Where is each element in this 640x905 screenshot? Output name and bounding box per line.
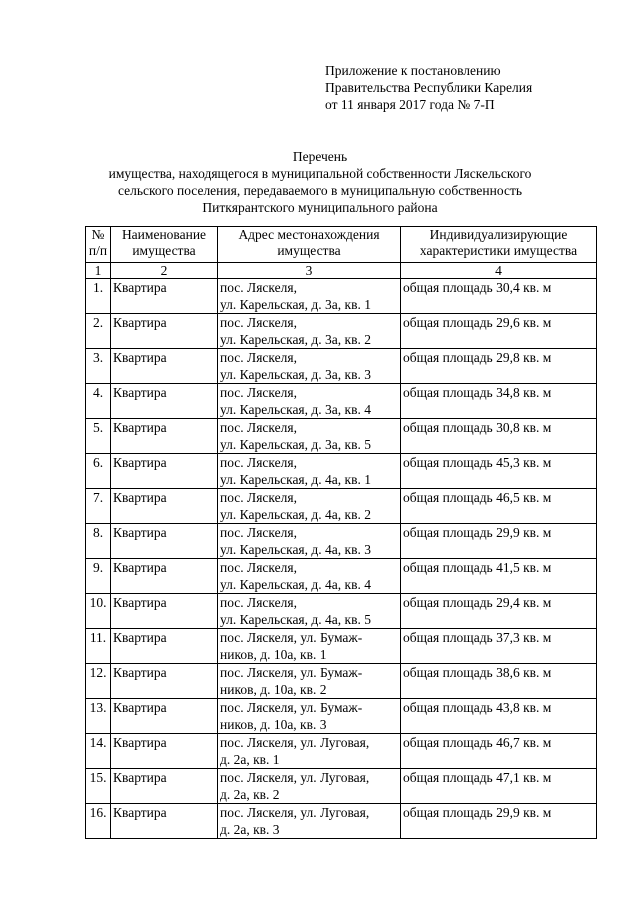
property-address bbox=[218, 314, 401, 349]
property-name: Квартира bbox=[111, 559, 218, 594]
table-row bbox=[86, 419, 597, 454]
address-line: ул. Карельская, д. 3а, кв. 3 bbox=[220, 367, 371, 382]
property-address bbox=[218, 349, 401, 384]
property-address bbox=[218, 629, 401, 664]
row-number: 9. bbox=[86, 559, 111, 594]
property-name: Квартира bbox=[111, 489, 218, 524]
property-name: Квартира bbox=[111, 419, 218, 454]
appendix-line: от 11 января 2017 года № 7-П bbox=[325, 97, 495, 112]
address-line: пос. Ляскеля, ул. Бумаж- bbox=[220, 665, 363, 680]
property-characteristics: общая площадь 45,3 кв. м bbox=[401, 454, 597, 489]
row-number: 1. bbox=[86, 279, 111, 314]
table-row bbox=[86, 664, 597, 699]
header-address: Адрес местонахождения имущества bbox=[218, 227, 401, 263]
table-row bbox=[86, 769, 597, 804]
property-name: Квартира bbox=[111, 524, 218, 559]
table-row bbox=[86, 804, 597, 839]
table-row bbox=[86, 629, 597, 664]
property-address bbox=[218, 559, 401, 594]
property-address bbox=[218, 734, 401, 769]
row-number: 10. bbox=[86, 594, 111, 629]
property-name: Квартира bbox=[111, 384, 218, 419]
table-row bbox=[86, 594, 597, 629]
property-characteristics: общая площадь 38,6 кв. м bbox=[401, 664, 597, 699]
property-name: Квартира bbox=[111, 279, 218, 314]
property-name: Квартира bbox=[111, 594, 218, 629]
row-number: 13. bbox=[86, 699, 111, 734]
address-line: пос. Ляскеля, ул. Бумаж- bbox=[220, 630, 363, 645]
row-number: 6. bbox=[86, 454, 111, 489]
row-number: 14. bbox=[86, 734, 111, 769]
property-name: Квартира bbox=[111, 349, 218, 384]
property-name: Квартира bbox=[111, 769, 218, 804]
address-line: пос. Ляскеля, bbox=[220, 595, 297, 610]
address-line: пос. Ляскеля, bbox=[220, 525, 297, 540]
title-line: сельского поселения, передаваемого в муниципальную собственность bbox=[118, 183, 522, 198]
row-number: 7. bbox=[86, 489, 111, 524]
property-name: Квартира bbox=[111, 454, 218, 489]
address-line: пос. Ляскеля, bbox=[220, 280, 297, 295]
address-line: пос. Ляскеля, bbox=[220, 455, 297, 470]
property-address bbox=[218, 384, 401, 419]
property-address bbox=[218, 489, 401, 524]
address-line: пос. Ляскеля, bbox=[220, 490, 297, 505]
address-line: пос. Ляскеля, ул. Луговая, bbox=[220, 770, 370, 785]
property-address bbox=[218, 419, 401, 454]
address-line: ников, д. 10а, кв. 2 bbox=[220, 682, 327, 697]
table-row bbox=[86, 559, 597, 594]
address-line: ул. Карельская, д. 4а, кв. 4 bbox=[220, 577, 371, 592]
property-table bbox=[85, 226, 597, 839]
table-header-row bbox=[86, 227, 597, 263]
address-line: ул. Карельская, д. 4а, кв. 1 bbox=[220, 472, 371, 487]
table-row bbox=[86, 734, 597, 769]
address-line: ул. Карельская, д. 4а, кв. 2 bbox=[220, 507, 371, 522]
property-characteristics: общая площадь 29,6 кв. м bbox=[401, 314, 597, 349]
row-number: 2. bbox=[86, 314, 111, 349]
address-line: пос. Ляскеля, bbox=[220, 385, 297, 400]
row-number: 15. bbox=[86, 769, 111, 804]
appendix-line: Правительства Республики Карелия bbox=[325, 80, 533, 95]
table-body bbox=[86, 279, 597, 839]
row-number: 16. bbox=[86, 804, 111, 839]
address-line: ул. Карельская, д. 3а, кв. 2 bbox=[220, 332, 371, 347]
column-number: 4 bbox=[401, 263, 597, 279]
address-line: пос. Ляскеля, bbox=[220, 560, 297, 575]
column-number: 1 bbox=[86, 263, 111, 279]
address-line: ул. Карельская, д. 3а, кв. 4 bbox=[220, 402, 371, 417]
address-line: пос. Ляскеля, ул. Бумаж- bbox=[220, 700, 363, 715]
property-characteristics: общая площадь 41,5 кв. м bbox=[401, 559, 597, 594]
document-title bbox=[60, 148, 580, 216]
property-address bbox=[218, 524, 401, 559]
property-characteristics: общая площадь 47,1 кв. м bbox=[401, 769, 597, 804]
table-row bbox=[86, 524, 597, 559]
property-characteristics: общая площадь 43,8 кв. м bbox=[401, 699, 597, 734]
property-characteristics: общая площадь 29,4 кв. м bbox=[401, 594, 597, 629]
row-number: 5. bbox=[86, 419, 111, 454]
column-number: 2 bbox=[111, 263, 218, 279]
row-number: 3. bbox=[86, 349, 111, 384]
appendix-line: Приложение к постановлению bbox=[325, 63, 501, 78]
address-line: ников, д. 10а, кв. 3 bbox=[220, 717, 327, 732]
property-name: Квартира bbox=[111, 664, 218, 699]
header-number: № п/п bbox=[86, 227, 111, 263]
address-line: пос. Ляскеля, bbox=[220, 315, 297, 330]
property-name: Квартира bbox=[111, 629, 218, 664]
property-characteristics: общая площадь 34,8 кв. м bbox=[401, 384, 597, 419]
property-address bbox=[218, 594, 401, 629]
header-characteristics: Индивидуализирующие характеристики имущества bbox=[401, 227, 597, 263]
address-line: ул. Карельская, д. 3а, кв. 1 bbox=[220, 297, 371, 312]
row-number: 4. bbox=[86, 384, 111, 419]
property-address bbox=[218, 769, 401, 804]
row-number: 12. bbox=[86, 664, 111, 699]
property-characteristics: общая площадь 30,4 кв. м bbox=[401, 279, 597, 314]
address-line: ул. Карельская, д. 4а, кв. 5 bbox=[220, 612, 371, 627]
address-line: д. 2а, кв. 3 bbox=[220, 822, 280, 837]
property-characteristics: общая площадь 29,9 кв. м bbox=[401, 804, 597, 839]
title-line: Питкярантского муниципального района bbox=[202, 200, 438, 215]
property-address bbox=[218, 804, 401, 839]
property-characteristics: общая площадь 46,7 кв. м bbox=[401, 734, 597, 769]
address-line: ул. Карельская, д. 3а, кв. 5 bbox=[220, 437, 371, 452]
title-line: Перечень bbox=[292, 149, 348, 164]
address-line: пос. Ляскеля, bbox=[220, 420, 297, 435]
property-name: Квартира bbox=[111, 734, 218, 769]
table-row bbox=[86, 279, 597, 314]
table-row bbox=[86, 314, 597, 349]
address-line: ул. Карельская, д. 4а, кв. 3 bbox=[220, 542, 371, 557]
table-row bbox=[86, 489, 597, 524]
address-line: пос. Ляскеля, ул. Луговая, bbox=[220, 805, 370, 820]
property-characteristics: общая площадь 29,9 кв. м bbox=[401, 524, 597, 559]
property-name: Квартира bbox=[111, 804, 218, 839]
property-characteristics: общая площадь 37,3 кв. м bbox=[401, 629, 597, 664]
property-name: Квартира bbox=[111, 314, 218, 349]
address-line: д. 2а, кв. 1 bbox=[220, 752, 280, 767]
address-line: ников, д. 10а, кв. 1 bbox=[220, 647, 327, 662]
table-row bbox=[86, 454, 597, 489]
property-name: Квартира bbox=[111, 699, 218, 734]
property-characteristics: общая площадь 30,8 кв. м bbox=[401, 419, 597, 454]
column-number: 3 bbox=[218, 263, 401, 279]
property-address bbox=[218, 454, 401, 489]
property-address bbox=[218, 279, 401, 314]
row-number: 8. bbox=[86, 524, 111, 559]
header-name: Наименование имущества bbox=[111, 227, 218, 263]
address-line: пос. Ляскеля, ул. Луговая, bbox=[220, 735, 370, 750]
table-row bbox=[86, 349, 597, 384]
row-number: 11. bbox=[86, 629, 111, 664]
property-address bbox=[218, 699, 401, 734]
property-characteristics: общая площадь 46,5 кв. м bbox=[401, 489, 597, 524]
property-address bbox=[218, 664, 401, 699]
address-line: д. 2а, кв. 2 bbox=[220, 787, 280, 802]
column-number-row bbox=[86, 263, 597, 279]
address-line: пос. Ляскеля, bbox=[220, 350, 297, 365]
appendix-header bbox=[325, 62, 532, 113]
property-characteristics: общая площадь 29,8 кв. м bbox=[401, 349, 597, 384]
table-row bbox=[86, 384, 597, 419]
table-row bbox=[86, 699, 597, 734]
title-line: имущества, находящегося в муниципальной собственности Ляскельского bbox=[108, 166, 532, 181]
